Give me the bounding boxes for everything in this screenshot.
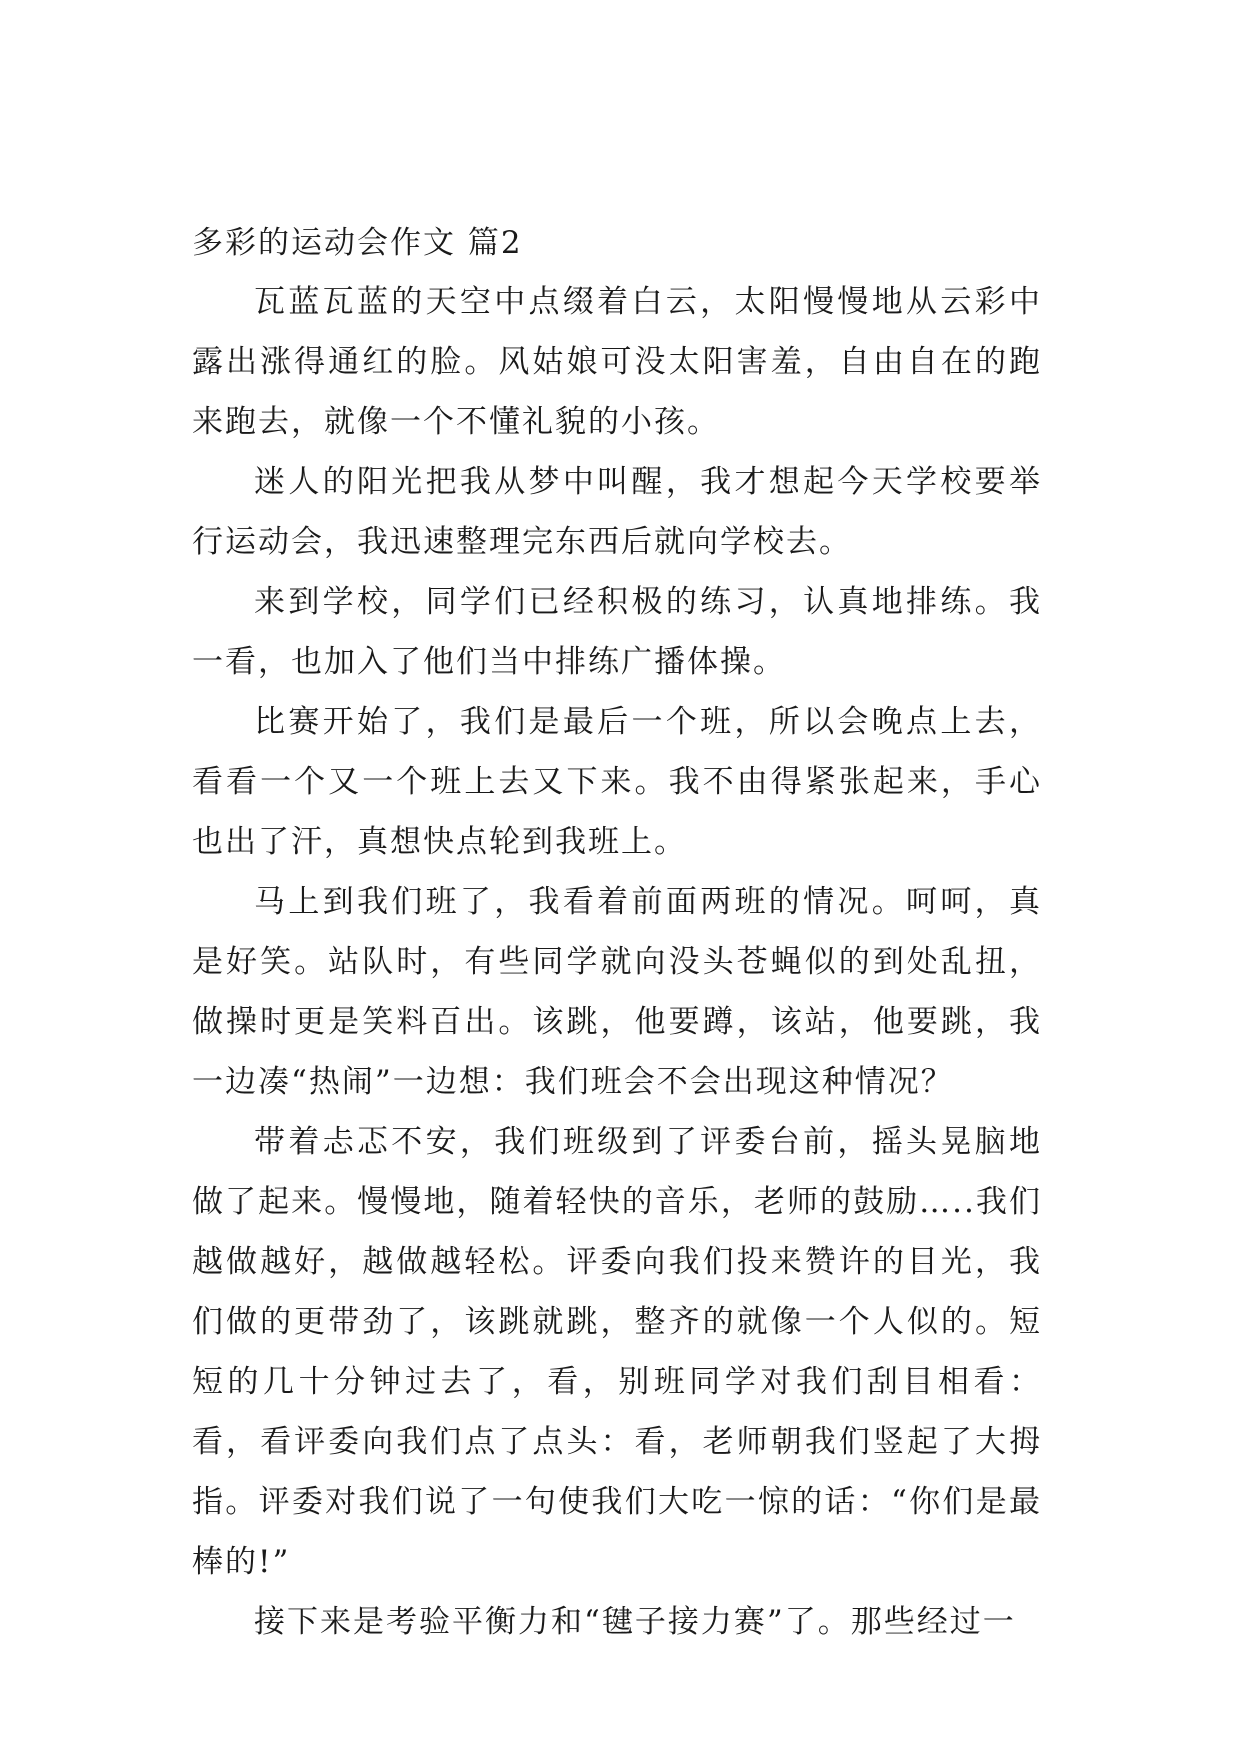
paragraph: 马上到我们班了，我看着前面两班的情况。呵呵，真是好笑。站队时，有些同学就向没头苍蝇似的到处乱扭，做操时更是笑料百出。该跳，他要蹲，该站，他要跳，我一边凑“热闹”一边想：我们班会不会出现这种情况？ <box>192 884 1042 1100</box>
paragraph: 瓦蓝瓦蓝的天空中点缀着白云，太阳慢慢地从云彩中露出涨得通红的脸。风姑娘可没太阳害羞，自由自在的跑来跑去，就像一个不懂礼貌的小孩。 <box>192 284 1042 440</box>
paragraph: 比赛开始了，我们是最后一个班，所以会晚点上去，看看一个又一个班上去又下来。我不由得紧张起来，手心也出了汗，真想快点轮到我班上。 <box>192 704 1042 860</box>
paragraph: 带着忐忑不安，我们班级到了评委台前，摇头晃脑地做了起来。慢慢地，随着轻快的音乐，老师的鼓励…..我们越做越好，越做越轻松。评委向我们投来赞许的目光，我们做的更带劲了，该跳就跳，整齐的就像一个人似的。短短的几十分钟过去了，看，别班同学对我们刮目相看：看，看评委向我们点了点头：看，老师朝我们竖起了大拇指。评委对我们说了一句使我们大吃一惊的话：“你们是最棒的!” <box>192 1124 1042 1580</box>
essay-title: 多彩的运动会作文 篇2 <box>192 225 523 261</box>
paragraph: 来到学校，同学们已经积极的练习，认真地排练。我一看，也加入了他们当中排练广播体操。 <box>192 584 1042 680</box>
document-body <box>192 223 1042 1652</box>
paragraph: 迷人的阳光把我从梦中叫醒，我才想起今天学校要举行运动会，我迅速整理完东西后就向学校去。 <box>192 464 1042 560</box>
paragraph: 接下来是考验平衡力和“毽子接力赛”了。那些经过一 <box>254 1604 1016 1640</box>
